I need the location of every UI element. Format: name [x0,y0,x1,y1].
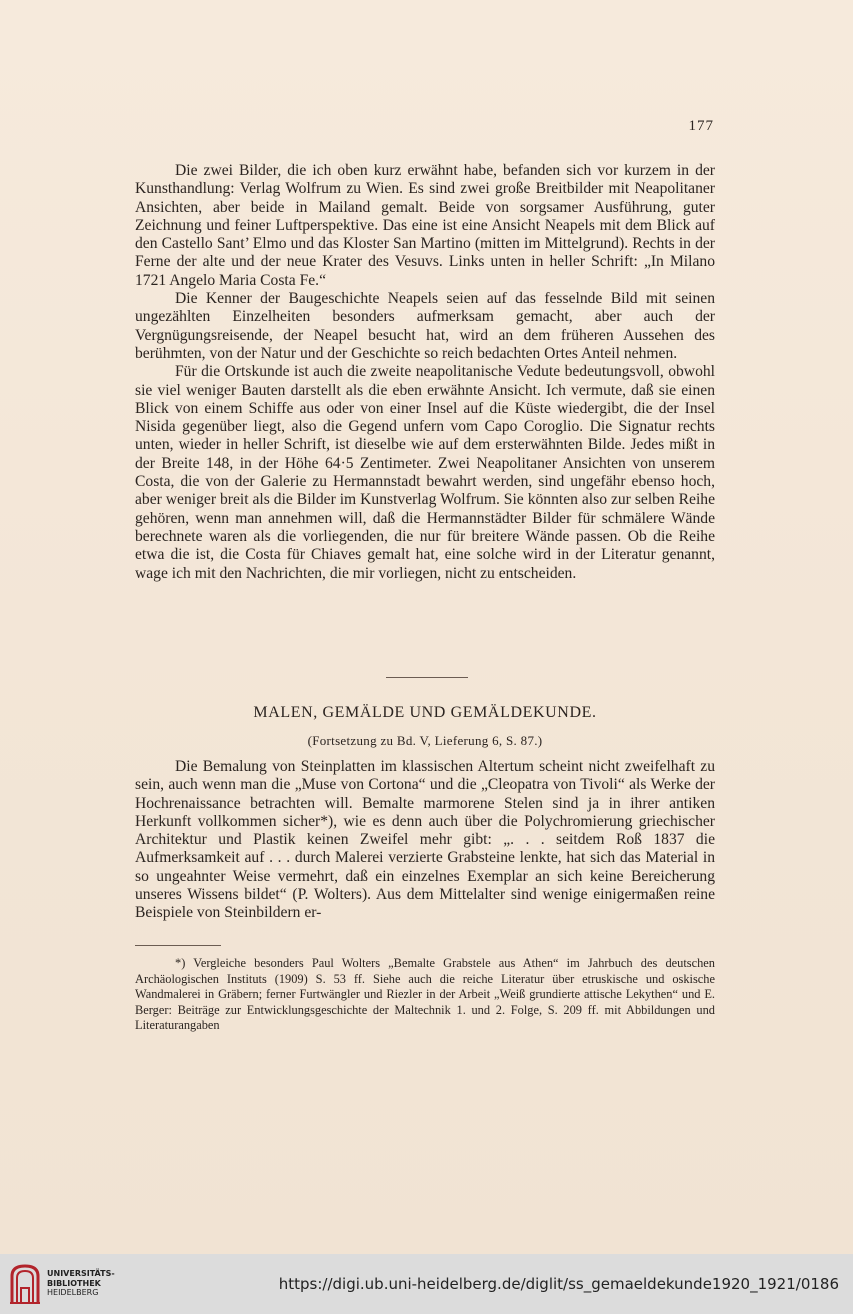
section-heading: MALEN, GEMÄLDE UND GEMÄLDEKUNDE. [253,704,597,721]
university-library-heidelberg-logo-icon[interactable] [8,1262,42,1306]
library-name: UNIVERSITÄTS- BIBLIOTHEK HEIDELBERG [47,1269,115,1297]
footnotes [135,956,715,1034]
paragraph: Die Bemalung von Steinplatten im klassischen Altertum scheint nicht zweifelhaft zu sein, auch wenn man die „Muse von Cortona“ und die „Cleopatra von Tivoli“ als Werke der Hochrenaissance betrachten will. Bemalte marmorene Stelen sind ja in ihrer antiken Herkunft vollkommen sicher*), wie es denn auch über die Polychromierung griechischer Architektur und Plastik keinen Zweifel mehr gibt: „. . . seitdem Roß 1837 die Aufmerksamkeit auf . . . durch Malerei verzierte Grabsteine lenkte, hat sich das Material in so ungeahnter Weise vermehrt, daß ein einzelnes Exemplar an sich keine Bereicherung unseres Wissens bildet“ (P. Wolters). Aus dem Mittelalter sind wenige einigermaßen reine Beispiele von Steinbildern er- [135,758,715,922]
paragraph: Für die Ortskunde ist auch die zweite neapolitanische Vedute bedeutungsvoll, obwohl sie viel weniger Bauten darstellt als die eben erwähnte Ansicht. Ich vermute, daß sie einen Blick von einem Schiffe aus oder von einer Insel auf die Küste wiedergibt, die der Insel Nisida gegenüber liegt, also die Gegend unfern vom Capo Coroglio. Die Signatur rechts unten, wieder in heller Schrift, ist dieselbe wie auf dem ersterwähnten Bilde. Jedes mißt in der Breite 148, in der Höhe 64·5 Zentimeter. Zwei Neapolitaner Ansichten von unserem Costa, die von der Galerie zu Hermannstadt bewahrt werden, sind ungefähr ebenso hoch, aber weniger breit als die Bilder im Kunstverlag Wolfrum. Sie könnten also zur selben Reihe gehören, wenn man annehmen will, daß die Hermannstädter Bilder für schmälere Wände berechnete waren als die vorliegenden, die nur für breitere Wände passen. Ob die Reihe etwa die ist, die Costa für Chiaves gemalt hat, eine solche wird in der Literatur genannt, wage ich mit den Nachrichten, die mir vorliegen, nicht zu entscheiden. [135,363,715,582]
body-text-section-2 [135,758,715,923]
footnote-rule [135,945,221,946]
paragraph: Die zwei Bilder, die ich oben kurz erwähnt habe, befanden sich vor kurzem in der Kunsthandlung: Verlag Wolfrum zu Wien. Es sind zwei große Breitbilder mit Neapolitaner Ansichten, aber beide in Mailand gemalt. Beide von sorgsamer Ausführung, guter Zeichnung und feiner Luftperspektive. Das eine ist eine Ansicht Neapels mit dem Blick auf den Castello Sant’ Elmo und das Kloster San Martino (mitten im Mittelgrund). Rechts in der Ferne der alte und der neue Krater des Vesuvs. Links unten in heller Schrift: „In Milano 1721 Angelo Maria Costa Fe.“ [135,162,715,289]
footnote: *) Vergleiche besonders Paul Wolters „Bemalte Grabstele aus Athen“ im Jahrbuch des deutschen Archäologischen Instituts (1909) S. 53 ff. Siehe auch die reiche Literatur über etruskische und oskische Wandmalerei in Gräbern; ferner Furtwängler und Riezler in der Arbeit „Weiß grundierte attische Lekythen“ und E. Berger: Beiträge zur Entwicklungsgeschichte der Maltechnik 1. und 2. Folge, S. 209 ff. mit Abbildungen und Literaturangaben [135,956,715,1032]
paragraph: Die Kenner der Baugeschichte Neapels seien auf das fesselnde Bild mit seinen ungezählten Einzelheiten besonders aufmerksam gemacht, aber auch der Vergnügungsreisende, der Neapel besucht hat, wird an dem früheren Aussehen des berühmten, von der Natur und der Geschichte so reich bedachten Ortes Anteil nehmen. [135,290,715,362]
section-divider [386,677,468,678]
section-subheading: (Fortsetzung zu Bd. V, Lieferung 6, S. 87.) [307,733,543,748]
page-number: 177 [688,118,714,134]
document-url[interactable]: https://digi.ub.uni-heidelberg.de/diglit/ss_gemaeldekunde1920_1921/0186 [278,1275,839,1293]
body-text-section-1 [135,162,715,583]
viewer-footer [0,1254,853,1314]
